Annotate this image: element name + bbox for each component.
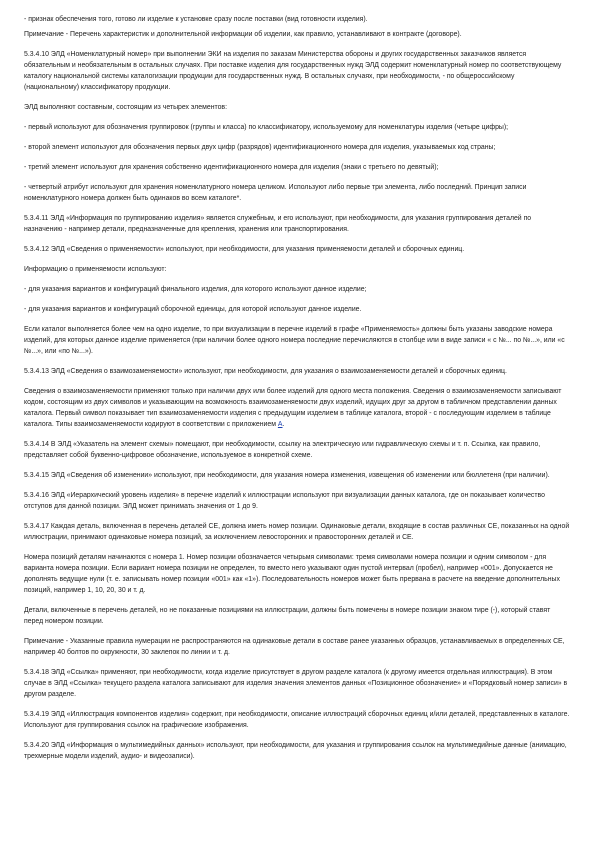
paragraph-text: Примечание - Указанные правила нумерации не распространяются на одинаковые детали в составе ранее указанных образцов, устанавливаемых в определенных СЕ, например 40 болтов по окружности, 30 заклепок по линии и т. д. [24, 638, 565, 656]
paragraph [24, 142, 571, 153]
paragraph-text: 5.3.4.14 В ЭЛД «Указатель на элемент схемы» помещают, при необходимости, ссылку на электрическую или гидравлическую схемы и т. п. Ссылка, как правило, представляет собой буквенно-цифровое обозначение, используемое в конкретной схеме. [24, 441, 541, 459]
paragraph-text-end: . [282, 421, 285, 428]
paragraph [24, 284, 571, 295]
paragraph [24, 439, 571, 461]
paragraph-text: - для указания вариантов и конфигураций финального изделия, для которого используют данное изделие; [24, 286, 367, 293]
paragraph-text: - первый используют для обозначения группировок (группы и класса) по классификатору, используемому для номенклатуры изделия (четыре цифры); [24, 124, 509, 131]
paragraph-text: Если каталог выполняется более чем на одно изделие, то при визуализации в перечне изделий в графе «Применяемость» должны быть указаны заводские номера изделий, для которых данное изделие применяется (при наличии более одного номера последние перечисляются в столбце или в виде записи « с №... по №...», или «с №...», или «по №...»). [24, 326, 565, 355]
paragraph-text: - четвертый атрибут используют для хранения номенклатурного номера целиком. Используют либо первые три элемента, либо последний. Принцип записи номенклатурного номера должен быть одинаков во всем каталоге*. [24, 184, 527, 202]
paragraph [24, 667, 571, 700]
paragraph [24, 102, 571, 113]
paragraph [24, 709, 571, 731]
paragraph-text: Сведения о взаимозаменяемости применяют только при наличии двух или более изделий для одного места положения. Сведения о взаимозаменяемости записывают кодом, состоящим из двух символов и указывающим на возможность взаимозаменяемости двух изделий, идущих друг за другом в табличном представлении данных каталога. Первый символ показывает тип взаимозаменяемости изделия с предыдущим изделием в таблице каталога, второй - с последующим изделием в таблице каталога. Типы взаимозаменяемости кодируют в соответствии с приложением [24, 388, 562, 428]
paragraph [24, 324, 571, 357]
paragraph-text: 5.3.4.20 ЭЛД «Информация о мультимедийных данных» используют, при необходимости, для указания и группирования ссылок на мультимедийные данные (анимацию, трехмерные модели изделий, аудио- и видеозаписи). [24, 742, 567, 760]
paragraph-text: - третий элемент используют для хранения собственно идентификационного номера для изделия (знаки с третьего по девятый); [24, 164, 439, 171]
paragraph-text: 5.3.4.17 Каждая деталь, включенная в перечень деталей СЕ, должна иметь номер позиции. Одинаковые детали, входящие в состав различных СЕ, показанных на одной иллюстрации, принимают одинаковые номера позиций, за исключением левосторонних и правосторонних деталей и СЕ. [24, 523, 570, 541]
paragraph [24, 521, 571, 543]
paragraph [24, 14, 571, 25]
paragraph [24, 122, 571, 133]
paragraph-text: 5.3.4.10 ЭЛД «Номенклатурный номер» при выполнении ЭКИ на изделия по заказам Министерства обороны и других государственных заказчиков является обязательным и необязательным в остальных случаях. При поставке изделия для государственных нужд ЭЛД содержит номенклатурный номер по соответствующему каталогу национальной системы каталогизации продукции для государственных нужд. В остальных случаях, при необходимости, - по общероссийскому (национальному) классификатору продукции. [24, 51, 562, 91]
paragraph [24, 636, 571, 658]
paragraph [24, 162, 571, 173]
appendix-link[interactable]: А [277, 421, 283, 428]
paragraph [24, 182, 571, 204]
paragraph [24, 470, 571, 481]
paragraph [24, 244, 571, 255]
paragraph-text: - признак обеспечения того, готово ли изделие к установке сразу после поставки (вид готовности изделия). [24, 16, 368, 23]
paragraph-text: 5.3.4.19 ЭЛД «Иллюстрация компонентов изделия» содержит, при необходимости, описание иллюстраций сборочных единиц и/или деталей, представленных в каталоге. Используют для группирования ссылок на графические изображения. [24, 711, 570, 729]
paragraph-text: 5.3.4.13 ЭЛД «Сведения о взаимозаменяемости» используют, при необходимости, для указания о взаимозаменяемости деталей и сборочных единиц. [24, 368, 507, 375]
paragraph [24, 29, 571, 40]
paragraph-text: 5.3.4.16 ЭЛД «Иерархический уровень изделия» в перечне изделий к иллюстрации используют при визуализации данных каталога, где он показывает количество отступов для данной позиции. ЭЛД может принимать значения от 1 до 9. [24, 492, 545, 510]
paragraph [24, 264, 571, 275]
paragraph [24, 304, 571, 315]
paragraph [24, 490, 571, 512]
paragraph-text: Примечание - Перечень характеристик и дополнительной информации об изделии, как правило, устанавливают в контракте (договоре). [24, 31, 462, 38]
paragraph-text: Информацию о применяемости используют: [24, 266, 167, 273]
paragraph [24, 740, 571, 762]
paragraph [24, 213, 571, 235]
paragraph-text: 5.3.4.11 ЭЛД «Информация по группированию изделия» является служебным, и его используют, при необходимости, для указания группирования деталей по назначению - например детали, предназначенные для крепления, хранения или транспортирования. [24, 215, 532, 233]
paragraph-text: 5.3.4.12 ЭЛД «Сведения о применяемости» используют, при необходимости, для указания применяемости деталей и сборочных единиц. [24, 246, 465, 253]
paragraph-text: Детали, включенные в перечень деталей, но не показанные позициями на иллюстрации, должны быть помечены в номере позиции знаком тире (-), который ставят перед номером позиции. [24, 607, 551, 625]
paragraph [24, 605, 571, 627]
paragraph [24, 552, 571, 596]
paragraph-text: 5.3.4.15 ЭЛД «Сведения об изменении» используют, при необходимости, для указания номера изменения, извещения об изменении или бюллетеня (при наличии). [24, 472, 550, 479]
paragraph [24, 386, 571, 430]
paragraph [24, 366, 571, 377]
paragraph-list [24, 14, 571, 762]
paragraph-text: Номера позиций деталям начинаются с номера 1. Номер позиции обозначается четырьмя символами: тремя символами номера позиции и одним символом - для варианта номера позиции. Если вариант номера позиции не определен, то вместо него указывают один пустой интервал (пробел), например «001». Допускается не дополнять ведущие нули (т. е. записывать номер позиции «001» как «1»). Последовательность номеров может быть прервана в расчете на введение дополнительных позиций, например 1, 10, 20, 30 и т. д. [24, 554, 560, 594]
paragraph-text: 5.3.4.18 ЭЛД «Ссылка» применяют, при необходимости, когда изделие присутствует в другом разделе каталога (к другому имеется отдельная иллюстрация). В этом случае в ЭЛД «Ссылка» текущего раздела каталога записывают для изделия значения элементов данных «Позиционное обозначение» и «Порядковый номер записи» в другом разделе. [24, 669, 568, 698]
paragraph-text: - второй элемент используют для обозначения первых двух цифр (разрядов) идентификационного номера для изделия, указываемых код страны; [24, 144, 496, 151]
paragraph-text: ЭЛД выполняют составным, состоящим из четырех элементов: [24, 104, 227, 111]
paragraph [24, 49, 571, 93]
paragraph-text: - для указания вариантов и конфигураций сборочной единицы, для которой используют данное изделие. [24, 306, 362, 313]
